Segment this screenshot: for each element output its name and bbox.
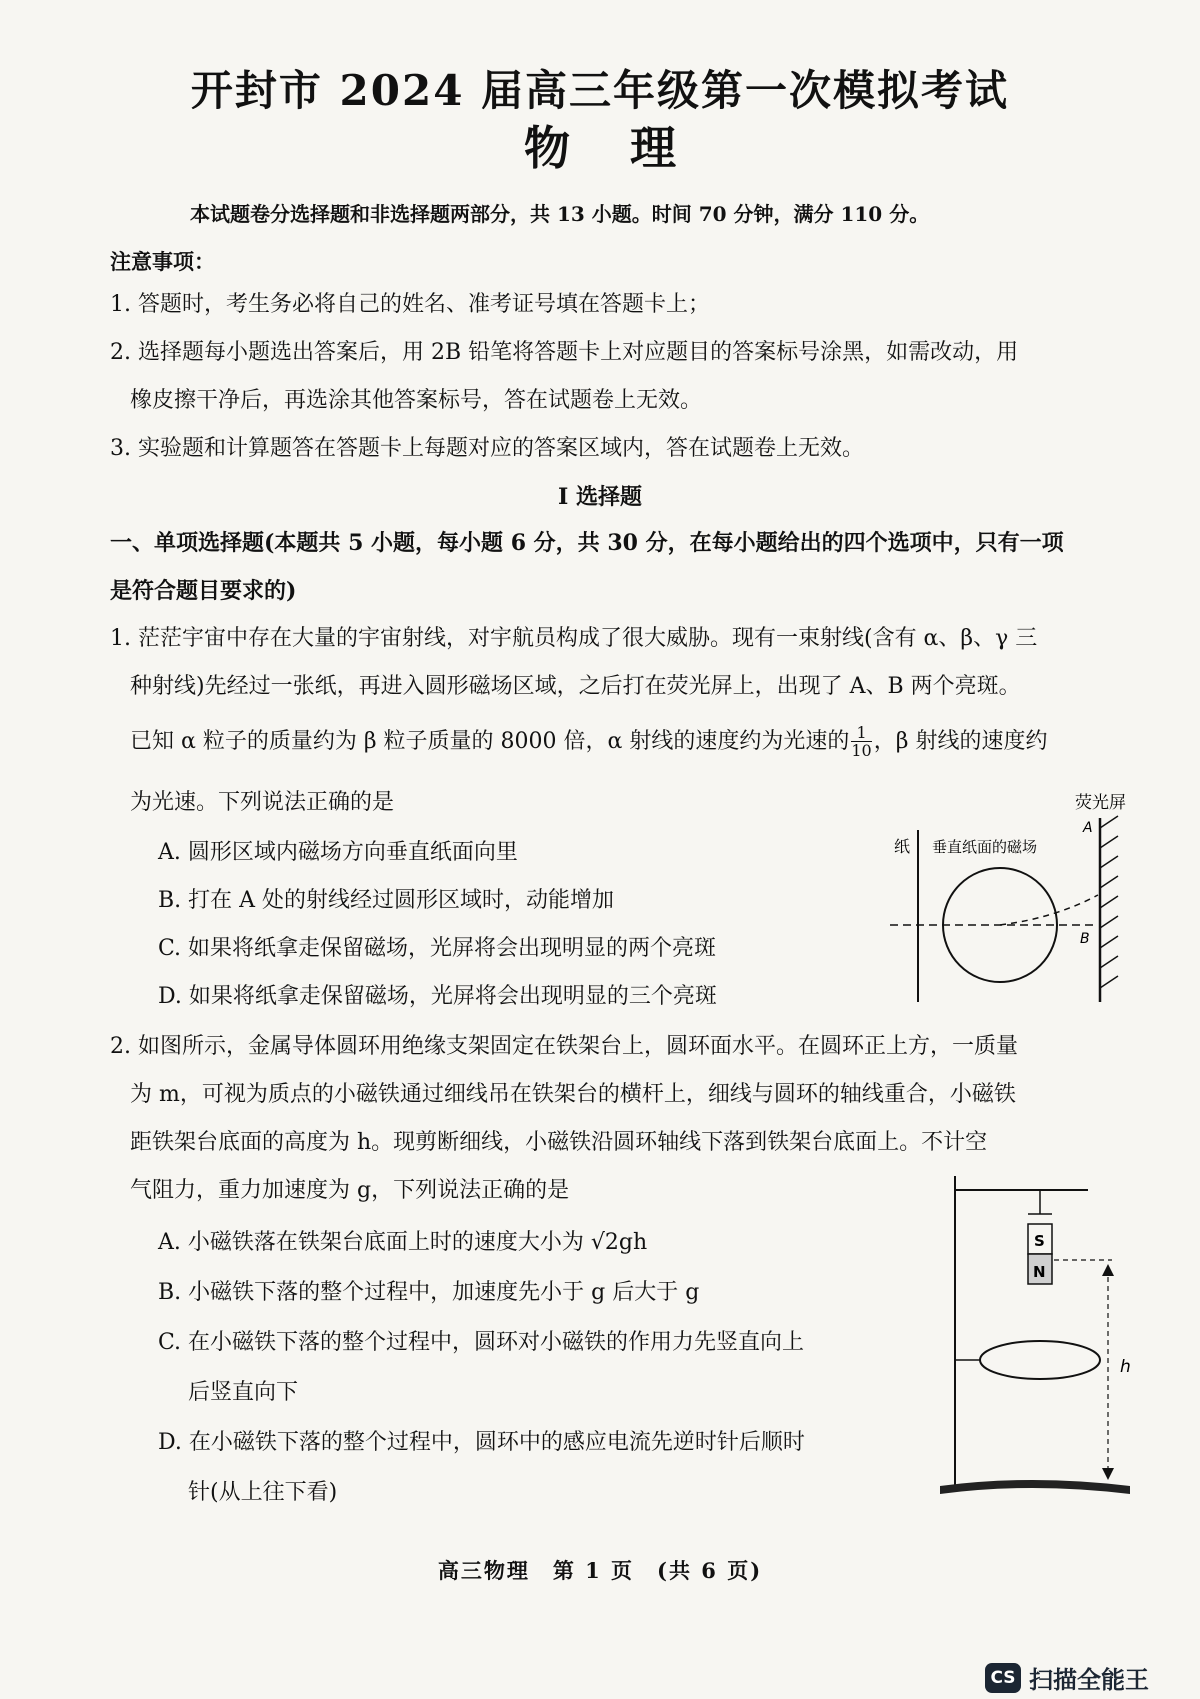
exam-title: 开封市 2024 届高三年级第一次模拟考试 [190,66,1010,115]
notice-item: 2. 选择题每小题选出答案后，用 2B 铅笔将答题卡上对应题目的答案标号涂黑，如需改动，用 [110,340,1019,365]
subject-title: 物理 [524,121,736,175]
q1-stem-line: 种射线)先经过一张纸，再进入圆形磁场区域，之后打在荧光屏上，出现了 A、B 两个亮斑。 [130,674,1021,699]
q2-figure [920,1168,1140,1508]
part-heading-cont: 是符合题目要求的) [110,578,297,604]
q1-stem-line-fraction [130,724,1047,759]
q1-option-c: C. 如果将纸拿走保留磁场，光屏将会出现明显的两个亮斑 [158,936,717,961]
q2-option-d: D. 在小磁铁下落的整个过程中，圆环中的感应电流先逆时针后顺时 [158,1430,805,1455]
exam-intro: 本试题卷分选择题和非选择题两部分，共 13 小题。时间 70 分钟，满分 110 分。 [190,202,930,226]
page-footer: 高三物理 第 1 页 (共 6 页) [437,1558,763,1583]
q2-stem-line: 2. 如图所示，金属导体圆环用绝缘支架固定在铁架台上，圆环面水平。在圆环正上方，一质量 [110,1034,1018,1059]
q2-stem-line: 气阻力，重力加速度为 g，下列说法正确的是 [130,1178,570,1203]
notice-item: 3. 实验题和计算题答在答题卡上每题对应的答案区域内，答在试题卷上无效。 [110,436,864,461]
notice-item: 橡皮擦干净后，再选涂其他答案标号，答在试题卷上无效。 [130,388,703,413]
scanner-watermark [985,1660,1149,1695]
paper-label: 纸 [894,837,911,856]
q2-stem-line: 为 m，可视为质点的小磁铁通过细线吊在铁架台的横杆上，细线与圆环的轴线重合，小磁铁 [130,1082,1016,1107]
q1-stem-text: ，β 射线的速度约 [873,728,1048,754]
scanner-app-name: 扫描全能王 [1029,1666,1149,1694]
q1-figure [880,790,1130,1010]
notice-heading: 注意事项： [110,249,215,274]
q2-stem-line: 距铁架台底面的高度为 h。现剪断细线，小磁铁沿圆环轴线下落到铁架台底面上。不计空 [130,1130,988,1155]
pole-s-label: S [1034,1232,1045,1250]
height-arrow-up [1102,1264,1114,1276]
q1-stem-text: 已知 α 粒子的质量约为 β 粒子质量的 8000 倍，α 射线的速度约为光速的 [130,728,850,754]
deflected-beam-path [1000,895,1098,925]
screen-hatching [1100,816,1118,988]
field-label: 垂直纸面的磁场 [932,838,1038,856]
section-title: Ⅰ 选择题 [558,484,642,510]
q1-stem-line: 1. 茫茫宇宙中存在大量的宇宙射线，对宇航员构成了很大威胁。现有一束射线(含有 α、β、γ 三 [110,626,1038,651]
height-label: h [1120,1357,1131,1377]
stand-base [940,1480,1130,1494]
point-b-label: B [1080,931,1090,947]
pole-n-label: N [1033,1263,1046,1281]
q2-option-c: C. 在小磁铁下落的整个过程中，圆环对小磁铁的作用力先竖直向上 [158,1330,805,1355]
q1-fraction [851,724,871,759]
q2-option-a: A. 小磁铁落在铁架台底面上时的速度大小为 √2gh [158,1230,648,1255]
q2-option-c-cont: 后竖直向下 [188,1380,299,1405]
q1-option-a: A. 圆形区域内磁场方向垂直纸面向里 [158,840,518,865]
q2-option-b: B. 小磁铁下落的整个过程中，加速度先小于 g 后大于 g [158,1280,700,1305]
height-arrow-down [1102,1468,1114,1480]
notice-item: 1. 答题时，考生务必将自己的姓名、准考证号填在答题卡上； [110,292,710,317]
q1-option-b: B. 打在 A 处的射线经过圆形区域时，动能增加 [158,888,615,913]
screen-label: 荧光屏 [1075,793,1126,813]
q1-stem-line: 为光速。下列说法正确的是 [130,790,395,815]
scanner-logo-icon: CS [985,1663,1021,1693]
metal-ring [980,1341,1100,1379]
point-a-label: A [1083,820,1093,836]
q1-option-d: D. 如果将纸拿走保留磁场，光屏将会出现明显的三个亮斑 [158,984,717,1009]
q2-option-d-cont: 针(从上往下看) [188,1480,338,1505]
part-heading: 一、单项选择题(本题共 5 小题，每小题 6 分，共 30 分，在每小题给出的四个选项中，只有一项 [110,530,1064,556]
q1-fraction-denominator: 10 [851,741,872,760]
q1-fraction-numerator: 1 [851,724,871,742]
